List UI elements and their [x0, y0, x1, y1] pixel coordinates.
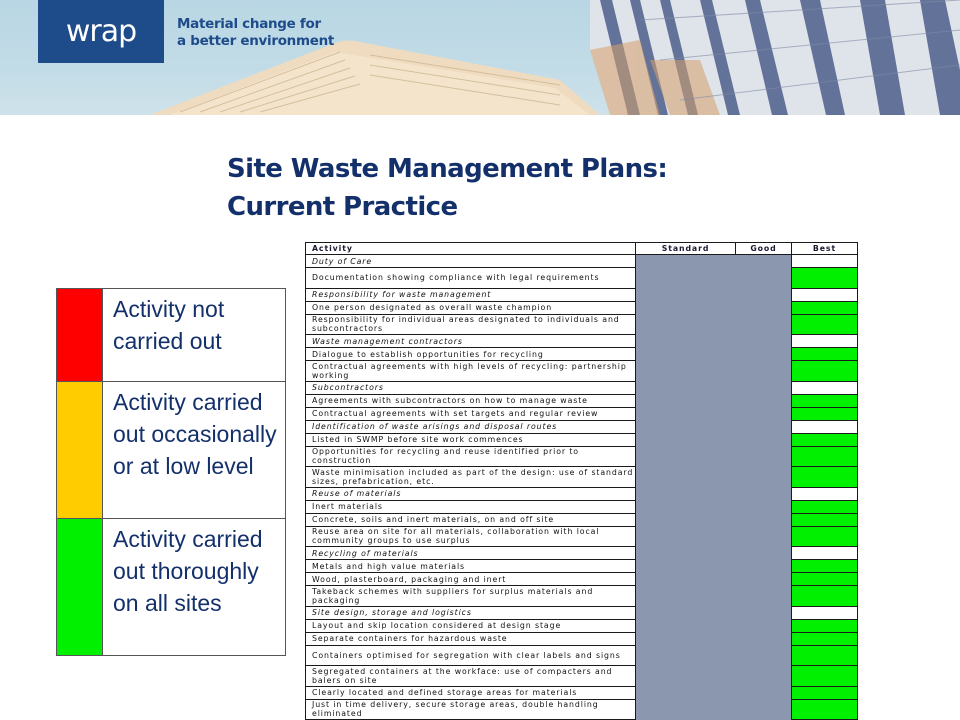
column-header-activity: Activity — [306, 243, 636, 255]
best-cell-empty — [792, 288, 858, 301]
best-cell-empty — [792, 606, 858, 619]
activity-cell: Segregated containers at the workface: use of compacters and balers on site — [306, 666, 636, 687]
section-heading: Waste management contractors — [306, 335, 636, 348]
activity-cell: Clearly located and defined storage areas for materials — [306, 686, 636, 699]
activity-cell: Listed in SWMP before site work commences — [306, 433, 636, 446]
activity-cell: Concrete, soils and inert materials, on and off site — [306, 513, 636, 526]
activity-cell: Reuse area on site for all materials, collaboration with local community groups to use surplus — [306, 526, 636, 547]
best-cell-green — [792, 467, 858, 488]
best-cell-green — [792, 645, 858, 666]
activity-cell: One person designated as overall waste champion — [306, 301, 636, 314]
activity-cell: Contractual agreements with set targets and regular review — [306, 407, 636, 420]
color-legend — [56, 288, 286, 656]
column-header-standard: Standard — [636, 243, 736, 255]
page-title-line-1: Site Waste Management Plans: — [227, 154, 668, 184]
best-cell-green — [792, 301, 858, 314]
legend-label: Activity not carried out — [113, 296, 225, 354]
table-section-row — [306, 255, 858, 268]
section-heading: Subcontractors — [306, 381, 636, 394]
best-cell-green — [792, 394, 858, 407]
best-cell-green — [792, 632, 858, 645]
best-cell-green — [792, 586, 858, 607]
header-banner — [0, 0, 960, 115]
green-swatch — [57, 519, 103, 655]
best-cell-green — [792, 526, 858, 547]
activity-cell: Opportunities for recycling and reuse identified prior to construction — [306, 446, 636, 467]
best-cell-empty — [792, 420, 858, 433]
activity-cell: Just in time delivery, secure storage areas, double handling eliminated — [306, 699, 636, 720]
best-cell-green — [792, 699, 858, 720]
activity-cell: Responsibility for individual areas designated to individuals and subcontractors — [306, 314, 636, 335]
best-cell-green — [792, 666, 858, 687]
best-cell-green — [792, 314, 858, 335]
best-cell-empty — [792, 547, 858, 560]
activity-table — [305, 242, 858, 720]
activity-cell: Takeback schemes with suppliers for surplus materials and packaging — [306, 586, 636, 607]
legend-label: Activity carried out occasionally or at low level — [113, 389, 277, 479]
activity-cell: Wood, plasterboard, packaging and inert — [306, 573, 636, 586]
tagline-line-2: a better environment — [177, 33, 335, 49]
amber-swatch — [57, 382, 103, 518]
activity-cell: Documentation showing compliance with legal requirements — [306, 268, 636, 289]
activity-cell: Separate containers for hazardous waste — [306, 632, 636, 645]
legend-label: Activity carried out thoroughly on all sites — [113, 526, 263, 616]
activity-cell: Layout and skip location considered at design stage — [306, 619, 636, 632]
legend-item-occasional — [57, 381, 285, 518]
section-heading: Duty of Care — [306, 255, 636, 268]
section-heading: Identification of waste arisings and disposal routes — [306, 420, 636, 433]
logo-wordmark: wrap — [65, 14, 137, 49]
column-header-best: Best — [792, 243, 858, 255]
best-cell-green — [792, 513, 858, 526]
best-cell-green — [792, 619, 858, 632]
best-cell-green — [792, 500, 858, 513]
activity-cell: Inert materials — [306, 500, 636, 513]
table-header-row — [306, 243, 858, 255]
best-cell-empty — [792, 255, 858, 268]
best-cell-green — [792, 446, 858, 467]
tagline — [177, 16, 334, 50]
legend-item-thorough — [57, 518, 285, 655]
activity-cell: Metals and high value materials — [306, 560, 636, 573]
section-heading: Responsibility for waste management — [306, 288, 636, 301]
best-cell-green — [792, 573, 858, 586]
wrap-logo[interactable] — [38, 0, 164, 63]
best-cell-green — [792, 407, 858, 420]
best-cell-green — [792, 433, 858, 446]
best-cell-empty — [792, 487, 858, 500]
activity-cell: Contractual agreements with high levels of recycling: partnership working — [306, 361, 636, 382]
best-cell-green — [792, 348, 858, 361]
activity-cell: Agreements with subcontractors on how to manage waste — [306, 394, 636, 407]
activity-cell: Dialogue to establish opportunities for recycling — [306, 348, 636, 361]
best-cell-green — [792, 268, 858, 289]
best-cell-green — [792, 560, 858, 573]
legend-item-not-carried-out — [57, 289, 285, 381]
best-cell-green — [792, 361, 858, 382]
best-cell-empty — [792, 381, 858, 394]
red-swatch — [57, 289, 103, 381]
page-title-line-2: Current Practice — [227, 192, 458, 222]
tagline-line-1: Material change for — [177, 16, 321, 32]
section-heading: Site design, storage and logistics — [306, 606, 636, 619]
section-heading: Reuse of materials — [306, 487, 636, 500]
best-cell-green — [792, 686, 858, 699]
activity-cell: Waste minimisation included as part of the design: use of standard sizes, prefabrication, etc. — [306, 467, 636, 488]
activity-cell: Containers optimised for segregation with clear labels and signs — [306, 645, 636, 666]
table-body — [306, 255, 858, 720]
page-title — [227, 150, 667, 226]
column-header-good: Good — [736, 243, 792, 255]
standard-good-shaded-cell — [636, 255, 792, 720]
section-heading: Recycling of materials — [306, 547, 636, 560]
best-cell-empty — [792, 335, 858, 348]
